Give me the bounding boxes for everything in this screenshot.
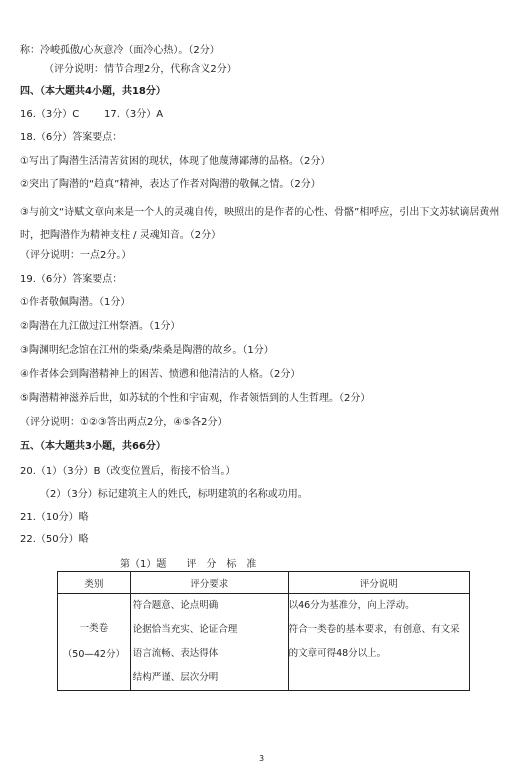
header-requirements: 评分要求 [130, 572, 288, 594]
answer-20-2: （2）（3分）标记建筑主人的姓氏，标明建筑的名称或功用。 [40, 489, 308, 500]
category-name: 一类卷 [79, 623, 109, 634]
table-header-row [58, 572, 470, 594]
category-score-range: （50—42分） [62, 649, 125, 660]
answer-point: ⑤陶潜精神滋养后世，如苏轼的个性和宇宙观，作者领悟到的人生哲理。（2分） [20, 393, 371, 404]
answer-point: ②突出了陶潜的“趋真”精神，表达了作者对陶潜的敬佩之情。（2分） [20, 179, 321, 190]
answer-point: ④作者体会到陶潜精神上的困苦、愤懑和他清洁的人格。（2分） [20, 369, 301, 380]
answer-17: 17.（3分）A [104, 109, 164, 120]
answer-point: ③与前文“诗赋文章向来是一个人的灵魂自传，映照出的是作者的心性、骨骼”相呼应，引出下文苏轼谪居黄州时，把陶潜作为精神支柱 / 灵魂知音。（2分） [20, 207, 500, 241]
requirement-item: 符合题意、论点明确 [132, 600, 219, 611]
answer-20-1: 20.（1）（3分）B（改变位置后，衔接不恰当。） [20, 466, 236, 477]
question-18-heading: 18.（6分）答案要点： [20, 132, 123, 143]
category-cell [58, 594, 131, 691]
answer-21: 21.（10分）略 [20, 512, 89, 523]
table-row [58, 594, 470, 691]
table-caption: 第（1）题 评 分 标 准 [120, 559, 257, 570]
section-heading-5: 五、（本大题共3小题，共66分） [20, 441, 166, 452]
header-notes: 评分说明 [288, 572, 469, 594]
scoring-table [57, 571, 470, 691]
header-category: 类别 [58, 572, 131, 594]
requirement-item: 论据恰当充实、论证合理 [132, 624, 238, 635]
answer-point: ①写出了陶潜生活清苦贫困的现状，体现了他蔑薄鄙薄的品格。（2分） [20, 156, 331, 167]
scoring-note: （评分说明：一点2分。） [20, 250, 132, 261]
answer-16: 16.（3分）C [20, 109, 80, 120]
scoring-note: （评分说明：情节合理2分，代称含义2分） [44, 64, 237, 75]
requirements-cell [130, 594, 288, 691]
text-line: 称：冷峻孤傲/心灰意冷（面冷心热）。（2分） [20, 45, 220, 56]
question-19-heading: 19.（6分）答案要点： [20, 274, 123, 285]
note-item: 以46分为基准分，向上浮动。 [288, 600, 415, 611]
note-item: 符合一类卷的基本要求，有创意、有文采的文章可得48分以上。 [288, 624, 460, 659]
page-number: 3 [259, 754, 265, 763]
answer-22: 22.（50分）略 [20, 534, 89, 545]
notes-cell [288, 594, 469, 691]
answer-point: ③陶渊明纪念馆在江州的柴桑/柴桑是陶潜的故乡。（1分） [20, 345, 274, 356]
scoring-note: （评分说明：①②③答出两点2分，④⑤各2分） [20, 417, 228, 428]
requirement-item: 结构严谨、层次分明 [132, 672, 219, 683]
answer-point: ②陶潜在九江做过江州祭酒。（1分） [20, 321, 181, 332]
section-heading-4: 四、（本大题共4小题，共18分） [20, 86, 166, 97]
answer-point: ①作者敬佩陶潜。（1分） [20, 297, 131, 308]
requirement-item: 语言流畅、表达得体 [132, 648, 219, 659]
